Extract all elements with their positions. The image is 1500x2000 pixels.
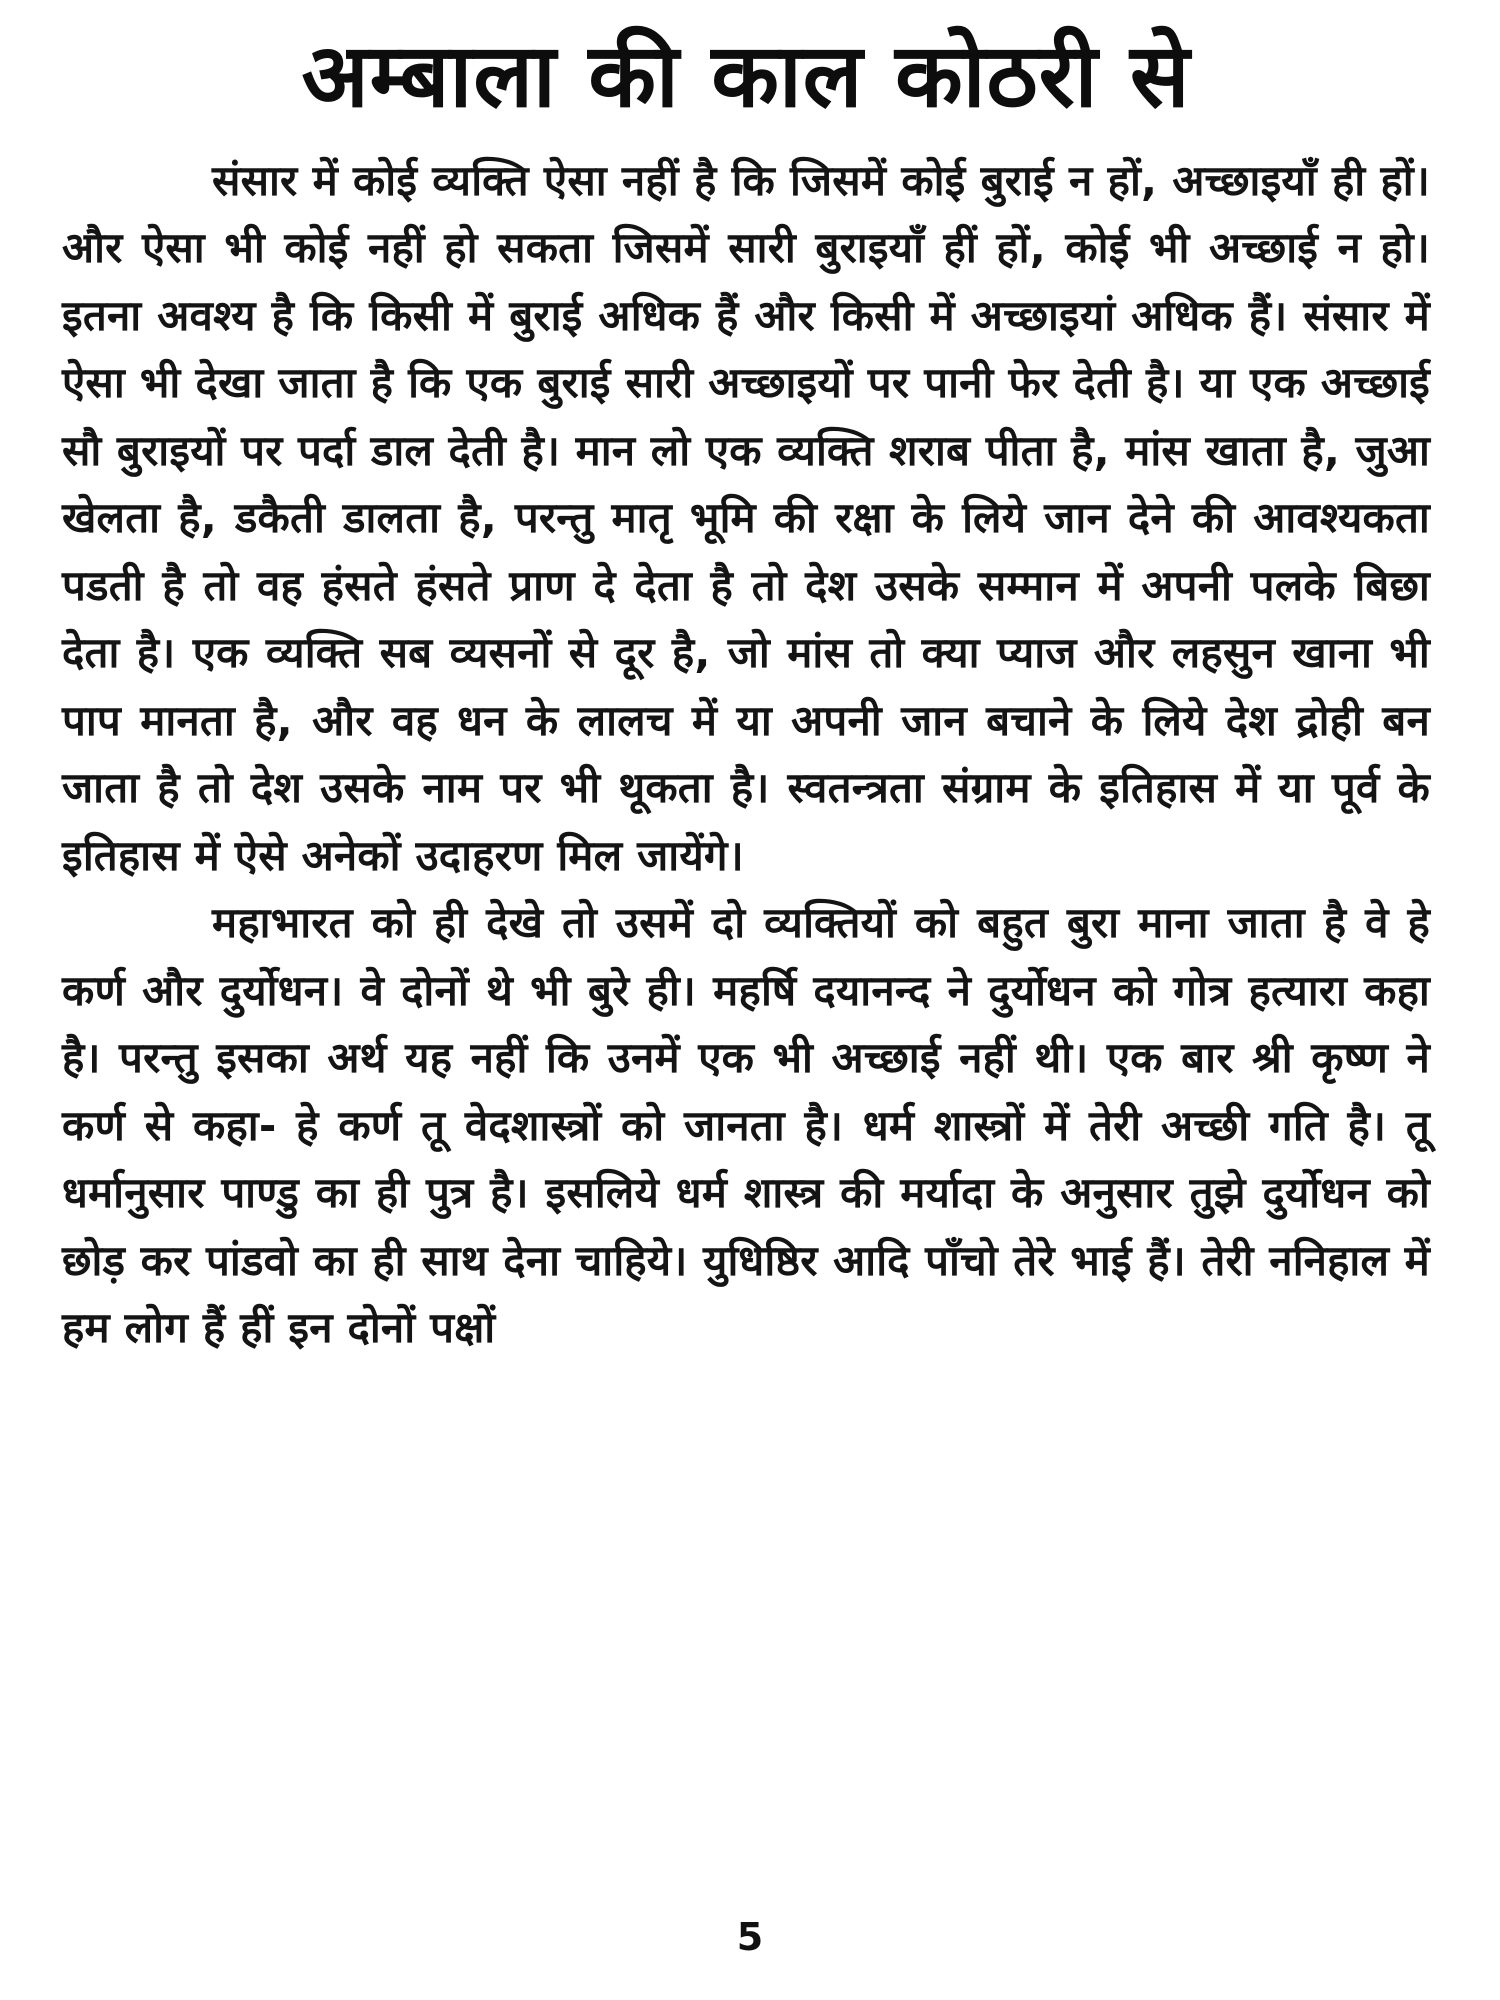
body-text <box>62 147 1430 1362</box>
page-title: अम्बाला की काल कोठरी से <box>301 24 1191 127</box>
paragraph-2: महाभारत को ही देखे तो उसमें दो व्यक्तियों को बहुत बुरा माना जाता है वे हे कर्ण और दुर्योधन। वे दोनों थे भी बुरे ही। महर्षि दयानन्द ने दुर्योधन को गोत्र हत्यारा कहा है। परन्तु इसका अर्थ यह नहीं कि उनमें एक भी अच्छाई नहीं थी। एक बार श्री कृष्ण ने कर्ण से कहा- हे कर्ण तू वेदशास्त्रों को जानता है। धर्म शास्त्रों में तेरी अच्छी गति है। तू धर्मानुसार पाण्डु का ही पुत्र है। इसलिये धर्म शास्त्र की मर्यादा के अनुसार तुझे दुर्योधन को छोड़ कर पांडवो का ही साथ देना चाहिये। युधिष्ठिर आदि पाँचो तेरे भाई हैं। तेरी ननिहाल में हम लोग हैं हीं इन दोनों पक्षों <box>62 898 1430 1353</box>
paragraph-1: संसार में कोई व्यक्ति ऐसा नहीं है कि जिसमें कोई बुराई न हों, अच्छाइयाँ ही हों। और ऐसा भी कोई नहीं हो सकता जिसमें सारी बुराइयाँ हीं हों, कोई भी अच्छाई न हो। इतना अवश्य है कि किसी में बुराई अधिक हैं और किसी में अच्छाइयां अधिक हैं। संसार में ऐसा भी देखा जाता है कि एक बुराई सारी अच्छाइयों पर पानी फेर देती है। या एक अच्छाई सौ बुराइयों पर पर्दा डाल देती है। मान लो एक व्यक्ति शराब पीता है, मांस खाता है, जुआ खेलता है, डकैती डालता है, परन्तु मातृ भूमि की रक्षा के लिये जान देने की आवश्यकता पडती है तो वह हंसते हंसते प्राण दे देता है तो देश उसके सम्मान में अपनी पलके बिछा देता है। एक व्यक्ति सब व्यसनों से दूर है, जो मांस तो क्या प्याज और लहसुन खाना भी पाप मानता है, और वह धन के लालच में या अपनी जान बचाने के लिये देश द्रोही बन जाता है तो देश उसके नाम पर भी थूकता है। स्वतन्त्रता संग्राम के इतिहास में या पूर्व के इतिहास में ऐसे अनेकों उदाहरण मिल जायेंगे। <box>62 155 1430 880</box>
page-number: 5 <box>736 1915 764 1959</box>
